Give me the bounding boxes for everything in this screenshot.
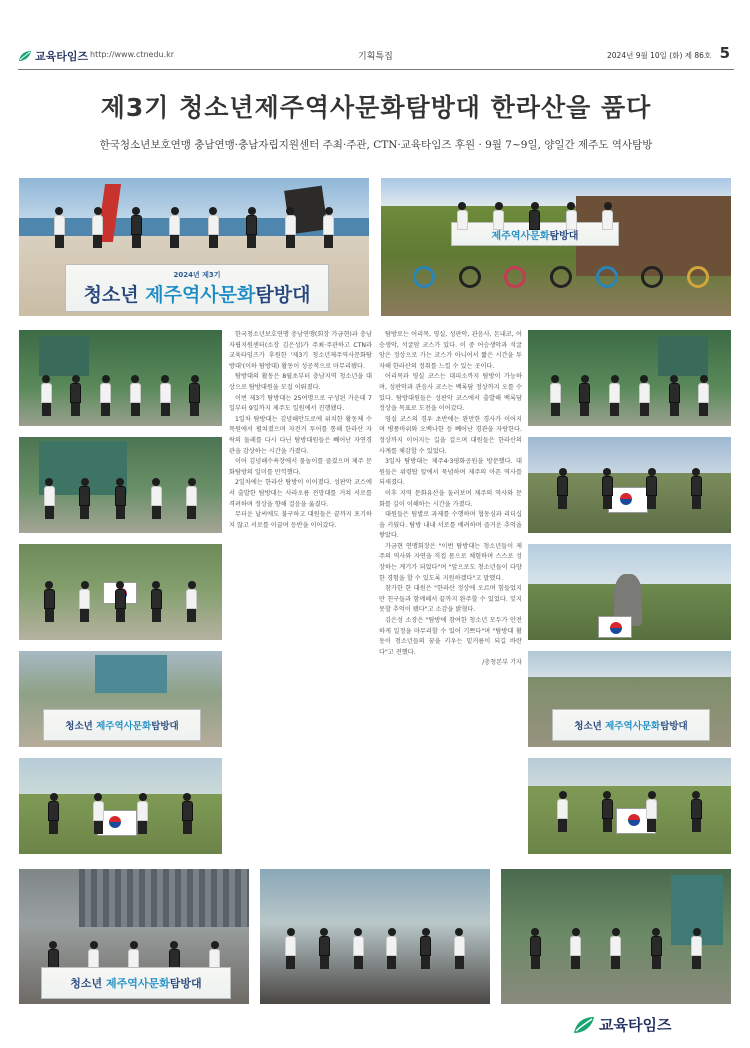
small-banner-2	[552, 709, 710, 741]
col1-paragraph: 한국청소년보호연맹 충남연맹(회장 가금현)과 충남자립지원센터(소장 김은성)가 주최·주관하고 CTN과 교육타임즈가 후원한 '제3기 청소년제주역사문화탐방대'(이하 탐방대) 활동이 성공적으로 마무리됐다.	[229, 331, 372, 370]
col1-paragraph: 이번 제3기 탐방대는 25여명으로 구성된 가운데 7일부터 9일까지 제주도 일원에서 진행됐다.	[229, 394, 372, 413]
bb-suffix: 탐방대	[169, 977, 202, 990]
small-banner-1	[43, 709, 201, 741]
header-brand[interactable]	[18, 48, 88, 64]
article-subtitle: 한국청소년보호연맹 충남연맹·충남자립지원센터 주최·주관, CTN·교육타임즈 후원 · 9월 7~9일, 양일간 제주도 역사탐방	[99, 139, 653, 151]
col2-paragraph: 이후 지역 문화유산을 둘러보며 제주의 역사와 문화를 깊이 이해하는 시간을 가졌다.	[379, 489, 522, 508]
article-column-2	[379, 330, 522, 854]
col1-paragraph: 무더운 날씨에도 불구하고 대원들은 끝까지 포기하지 않고 서로를 이끌며 등반을 이어갔다.	[229, 511, 372, 529]
page-number: 5	[719, 44, 730, 62]
col2-paragraph: 대원들은 팀별로 과제를 수행하며 협동심과 리더십을 키웠다. 탐방 내내 서로를 배려하며 즐거운 추억을 쌓았다.	[379, 511, 522, 540]
header-brand-name: 교육타임즈	[35, 50, 89, 63]
photo-right-4	[528, 651, 731, 747]
section-label: 기획특집	[358, 52, 393, 62]
col2-paragraph: 탐방로는 어리목, 영실, 성판악, 관음사, 돈내코, 어승생악, 석굴암 코스가 있다. 이 중 어승생악과 석굴암은 정상으로 가는 코스가 아니어서 짧은 시간을 투자해 한라산의 정취를 느낄 수 있는 곳이다.	[379, 331, 522, 370]
photo-left-1	[19, 330, 222, 426]
col1-paragraph: 이어 김녕해수욕장에서 물놀이를 즐겼으며 제주 문화탐방의 일미를 만끽했다.	[229, 458, 372, 476]
header-url[interactable]: http://www.ctnedu.kr	[90, 50, 175, 59]
sb1-suffix: 탐방대	[151, 721, 179, 732]
sb2-prefix: 청소년	[574, 721, 602, 732]
byline: /충청본부 기자	[482, 659, 522, 667]
banner-year: 2024년 제3기	[173, 270, 221, 279]
event-banner	[65, 264, 329, 312]
page-header	[18, 44, 734, 70]
footer-brand-name: 교육타임즈	[599, 1016, 672, 1034]
korean-flag-4	[598, 616, 632, 638]
banner-suffix: 탐방대	[255, 283, 311, 306]
sb2-accent: 제주역사문화	[605, 721, 661, 732]
sb1-prefix: 청소년	[65, 721, 93, 732]
col2-paragraph: 참가한 한 대원은 "한라산 정상에 오르며 힘들었지만 친구들과 함께해서 끝까지 완주할 수 있었다. 잊지 못할 추억이 됐다"고 소감을 밝혔다.	[379, 585, 522, 614]
photo-right-3	[528, 544, 731, 640]
col2-paragraph: 어리목과 영실 코스는 대피소까지 탐방이 가능하며, 성판악과 관음사 코스는 백록담 정상까지 오를 수 있다. 탐방대원들은 성판악 코스에서 출발해 백록담 정상을 목표로 도전을 이어갔다.	[379, 373, 522, 413]
bottom-banner	[41, 967, 231, 999]
bb-prefix: 청소년	[70, 977, 103, 990]
bb-accent: 제주역사문화	[106, 977, 170, 990]
photo-bottom-left	[19, 869, 249, 1004]
photo-bottom-center	[260, 869, 490, 1004]
col2-paragraph: 3일차 탐방대는 제주4·3평화공원을 방문했다. 대원들은 위령탑 앞에서 묵념하며 제주의 아픈 역사를 되새겼다.	[379, 458, 522, 487]
photo-left-2	[19, 437, 222, 533]
photo-beach-group	[19, 178, 369, 316]
footer-brand[interactable]	[573, 1014, 671, 1035]
photo-bottom-right	[501, 869, 731, 1004]
photo-right-5	[528, 758, 731, 854]
photo-left-3	[19, 544, 222, 640]
sb2-suffix: 탐방대	[660, 721, 688, 732]
photo-left-5	[19, 758, 222, 854]
issue-date: 2024년 9월 10일 (화) 제 86호	[607, 51, 712, 60]
photo-left-4	[19, 651, 222, 747]
leaf-logo-icon	[18, 50, 32, 62]
col2-paragraph: 김은성 소장은 "탐방에 참여한 청소년 모두가 안전하게 일정을 마무리할 수 있어 기쁘다"며 "탐방대 활동이 청소년들의 꿈을 키우는 밑거름이 되길 바란다"고 전했다.	[379, 617, 522, 656]
sb1-accent: 제주역사문화	[96, 721, 152, 732]
article-title: 제3기 청소년제주역사문화탐방대 한라산을 품다	[100, 93, 652, 122]
banner2-accent: 제주역사문화	[491, 230, 550, 242]
col2-paragraph: 영실 코스의 경우 초반에는 완만한 경사가 이어지며 병풍바위와 오백나한 등 빼어난 경관을 자랑한다. 정상까지 이어지는 길을 걸으며 대원들은 한라산의 사계를 체감할 수 있었다.	[379, 415, 522, 455]
photo-bicycle-group	[381, 178, 731, 316]
article-column-1	[229, 330, 372, 854]
col2-paragraph: 가금현 연맹회장은 "이번 탐방대는 청소년들이 제주의 역사와 자연을 직접 몸으로 체험하며 스스로 성장하는 계기가 되었다"며 "앞으로도 청소년들이 다양한 경험을 할 수 있도록 지원하겠다"고 말했다.	[379, 542, 522, 582]
col1-paragraph: 탐방대의 활동은 8월초부터 충남지역 청소년을 대상으로 탐방대원을 모집 이뤄졌다.	[229, 373, 372, 391]
photo-right-2	[528, 437, 731, 533]
banner-prefix: 청소년	[83, 283, 139, 306]
banner-accent: 제주역사문화	[145, 283, 256, 306]
col1-paragraph: 2일차에는 한라산 탐방이 이어졌다. 성판악 코스에서 출발한 탐방대는 사라오름 전망대를 거쳐 서로를 격려하며 정상을 향해 걸음을 옮겼다.	[229, 479, 372, 508]
photo-right-1	[528, 330, 731, 426]
banner2-suffix: 탐방대	[549, 230, 579, 242]
col1-paragraph: 1일차 탐방대는 김녕해안도로에 위치한 활동체 수목원에서 펼쳐졌으며 자전거 투어를 통해 한라산 자락의 둘레를 다시 다닌 탐방대원들은 빼어난 자연경관을 감상하는 시간을 가졌다.	[229, 415, 372, 455]
leaf-logo-icon	[573, 1016, 595, 1034]
